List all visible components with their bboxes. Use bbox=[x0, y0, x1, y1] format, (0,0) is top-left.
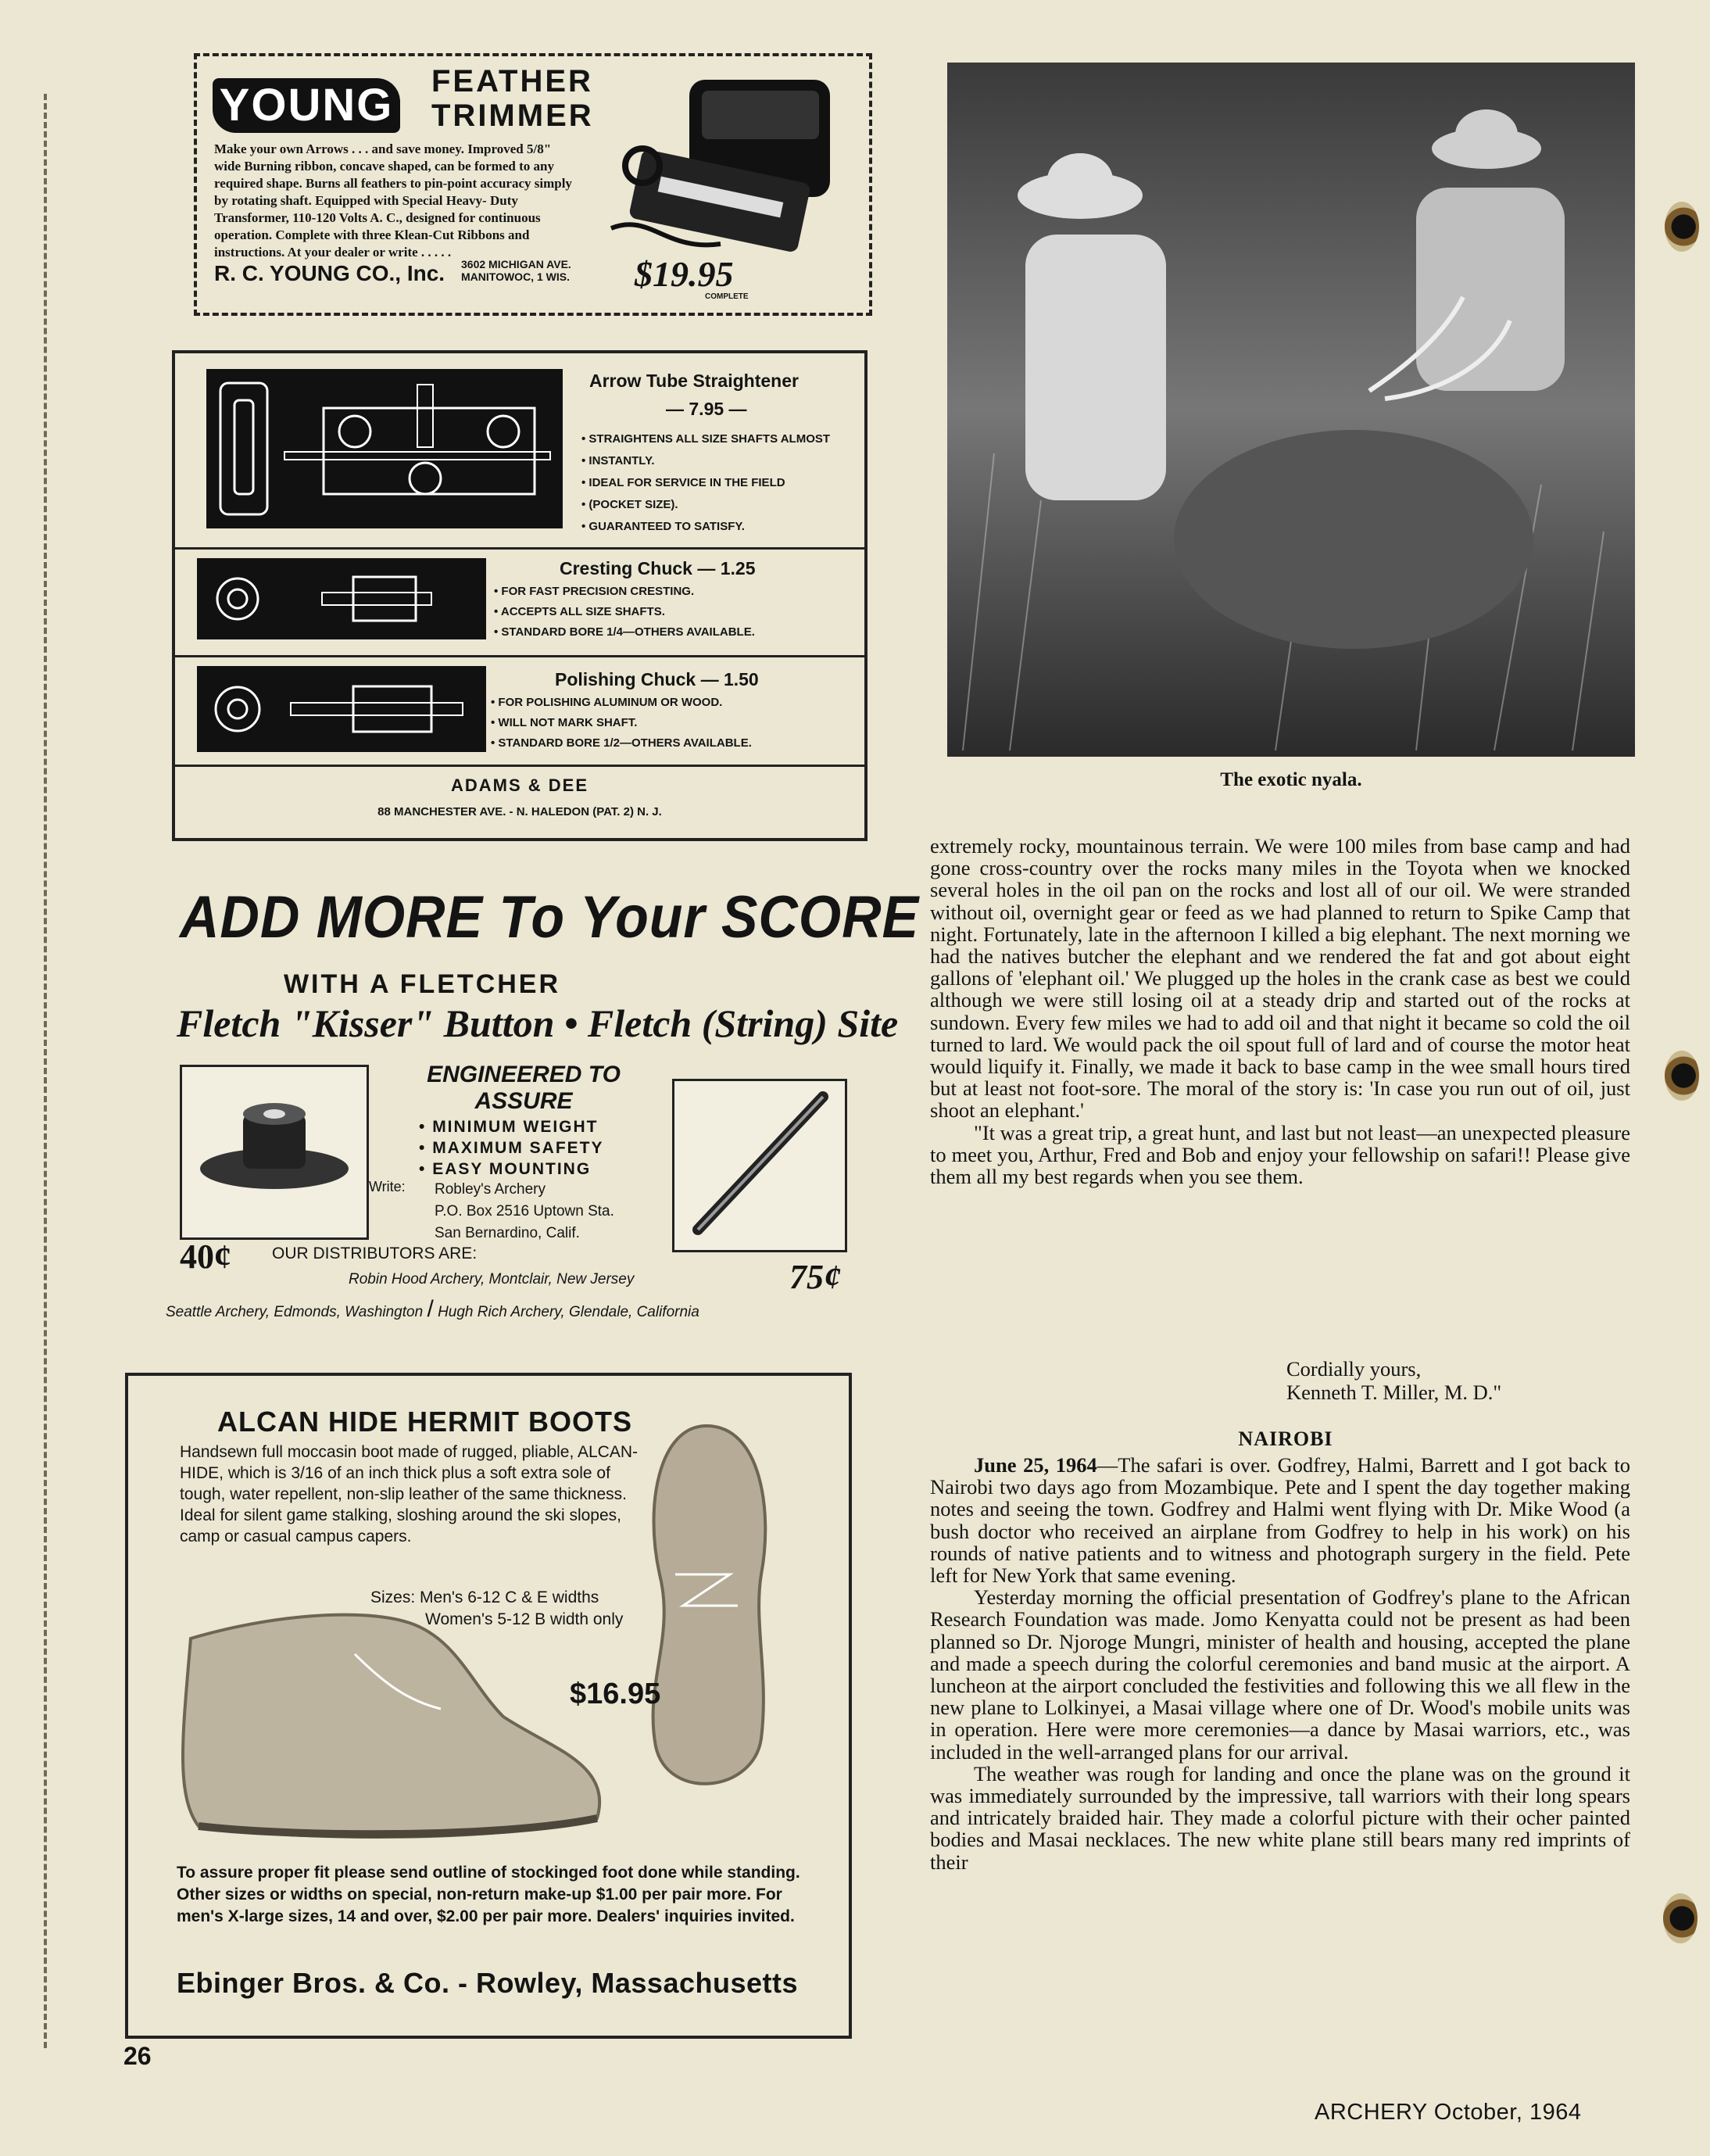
sizes-women: Women's 5-12 B width only bbox=[425, 1610, 624, 1628]
address-line: P.O. Box 2516 Uptown Sta. bbox=[435, 1203, 614, 1219]
young-headline-line2: TRIMMER bbox=[431, 98, 594, 133]
young-logo: YOUNG bbox=[213, 78, 400, 133]
photo-caption: The exotic nyala. bbox=[1220, 769, 1362, 790]
cresting-chuck-illustration bbox=[197, 558, 486, 639]
article-paragraph: "It was a great trip, a great hunt, and last but not least—an unexpected pleasure to meet you, Arthur, Fred and Bob and enjoy your fellowship on safari!! Please give them all my best regards when you see them. bbox=[930, 1120, 1630, 1189]
article-paragraph: Yesterday morning the official presentation of Godfrey's plane to the African Research Foundation was made. Jomo Kenyatta could not be present as had been planned so Dr. Njoroge Mungri, minister of health and housing, accepted the plane and made a speech during the colorful ceremonies and band music at the airport. A luncheon at the airport concluded the festivities and following this we all flew in the new plane to Lolkinyei, a Masai village where one of Dr. Wood's mobile units was in operation. Here were more ceremonies—a dance by Masai warriors, etc., was included in the well-arranged plans for our arrival. bbox=[930, 1585, 1630, 1764]
distributor: Hugh Rich Archery, Glendale, California bbox=[438, 1304, 699, 1320]
fletcher-products: Fletch "Kisser" Button • Fletch (String) Site bbox=[177, 1001, 899, 1045]
fletcher-write-label: Write: bbox=[369, 1179, 406, 1194]
feature-item: • INSTANTLY. bbox=[581, 450, 830, 472]
punch-hole bbox=[1663, 1893, 1697, 1943]
young-headline bbox=[431, 64, 594, 133]
feature-item: • STANDARD BORE 1/4—OTHERS AVAILABLE. bbox=[494, 622, 755, 643]
alcan-price: $16.95 bbox=[570, 1678, 661, 1710]
young-address-line2: MANITOWOC, 1 WIS. bbox=[461, 270, 570, 283]
alcan-description: Handsewn full moccasin boot made of rugged, pliable, ALCAN-HIDE, which is 3/16 of an inch thick plus a soft extra sole of tough, water repellent, non-slip leather of the same thickness. Ideal for silent game stalking, sloshing around the ski slopes, camp or casual campus capers. bbox=[180, 1443, 638, 1545]
address-line: Robley's Archery bbox=[435, 1181, 546, 1198]
tube-straightener-title: Arrow Tube Straightener bbox=[589, 371, 799, 391]
young-address bbox=[461, 258, 571, 283]
article-paragraph bbox=[930, 1454, 1630, 1586]
string-site-image bbox=[672, 1079, 847, 1252]
young-headline-line1: FEATHER bbox=[431, 64, 593, 98]
divider bbox=[175, 765, 864, 767]
feature-item: • GUARANTEED TO SATISFY. bbox=[581, 516, 830, 538]
fletcher-subhead: WITH A FLETCHER bbox=[283, 969, 561, 999]
feature-item: • (POCKET SIZE). bbox=[581, 494, 830, 516]
feature-item: • STANDARD BORE 1/2—OTHERS AVAILABLE. bbox=[491, 733, 752, 754]
string-site-price: 75¢ bbox=[789, 1258, 841, 1296]
polishing-chuck-features bbox=[491, 693, 752, 754]
closing-signature: Kenneth T. Miller, M. D." bbox=[1286, 1381, 1502, 1404]
adams-company: ADAMS & DEE bbox=[450, 775, 588, 795]
closing-salutation: Cordially yours, bbox=[1286, 1357, 1422, 1381]
kisser-button-price: 40¢ bbox=[180, 1237, 231, 1276]
article-paragraph: extremely rocky, mountainous terrain. We were 100 miles from base camp and had gone cross-country over the rocks many miles in the Toyota when we knocked several holes in the oil pan on the rocks and lost all of our oil. We were stranded without oil, overnight gear or feed as we had planned to return to Spike Camp that night. Fortunately, late in the afternoon I killed a big elephant. The next morning we had the natives butcher the elephant and we rendered the fat and got about eight gallons of 'elephant oil.' We plugged up the holes in the crank case as best we could although we were still losing oil at a steady drip and started out of the rocks at sundown. Every few miles we had to add oil and that night it became so cold the oil turned to lard. We would pack the oil spout full of lard and of course the motor heat would liquify it. Finally, we made it back to base camp in the wee small hours tired but at least not foot-sore. The moral of the story is: 'In case you run out of oil, just shoot an elephant.' bbox=[930, 834, 1630, 1123]
fletcher-address bbox=[435, 1179, 614, 1245]
divider bbox=[175, 547, 864, 550]
cresting-chuck-title: Cresting Chuck — 1.25 bbox=[560, 558, 756, 578]
fletcher-ad bbox=[164, 883, 920, 1345]
young-feather-trimmer-ad bbox=[194, 53, 872, 316]
sizes-men: Sizes: Men's 6-12 C & E widths bbox=[370, 1588, 599, 1606]
alcan-sizes bbox=[370, 1587, 623, 1631]
boot-sole-image bbox=[636, 1418, 777, 1809]
nyala-hunt-photo bbox=[947, 63, 1635, 757]
alcan-company: Ebinger Bros. & Co. - Rowley, Massachusetts bbox=[177, 1967, 799, 1999]
distributors-line2 bbox=[166, 1296, 699, 1323]
adams-dee-ad bbox=[172, 350, 868, 841]
feather-trimmer-illustration bbox=[603, 72, 861, 260]
adams-address: 88 MANCHESTER AVE. - N. HALEDON (PAT. 2) N. J. bbox=[377, 805, 662, 818]
tube-straightener-features bbox=[581, 428, 830, 538]
article-body-bottom bbox=[930, 1454, 1630, 1873]
letter-closing bbox=[1286, 1357, 1501, 1404]
tube-straightener-price: — 7.95 — bbox=[666, 399, 747, 419]
distributor: Seattle Archery, Edmonds, Washington bbox=[166, 1304, 424, 1320]
distributor: Robin Hood Archery, Montclair, New Jersey bbox=[349, 1271, 635, 1288]
polishing-chuck-illustration bbox=[197, 666, 486, 752]
feature-item: • FOR POLISHING ALUMINUM OR WOOD. bbox=[491, 693, 752, 713]
alcan-fit-note: To assure proper fit please send outline of stockinged foot done while standing. Other sizes or widths on special, non-return make-up $1.00 per pair more. For men's X-large sizes, 14 and over, $2.00 per pair more. Dealers' inquiries invited. bbox=[177, 1864, 800, 1925]
feature-item: • WILL NOT MARK SHAFT. bbox=[491, 713, 752, 733]
section-heading: NAIROBI bbox=[1238, 1427, 1333, 1450]
feature-item: • MINIMUM WEIGHT bbox=[419, 1116, 604, 1137]
binder-edge bbox=[44, 94, 50, 2048]
fletcher-headline: ADD MORE To Your SCORE bbox=[180, 884, 920, 951]
young-address-line1: 3602 MICHIGAN AVE. bbox=[461, 258, 571, 270]
article-paragraph: The weather was rough for landing and once the plane was on the ground it was immediately surrounded by the impressive, tall warriors with their long spears and intricately braided hair. They made a colorful picture with their ocher painted bodies and Masai necklaces. The new white plane still bears many red imprints of their bbox=[930, 1761, 1630, 1874]
dateline-text: —The safari is over. Godfrey, Halmi, Barrett and I got back to Nairobi two days ago from Mozambique. Pete and I spent the day together making notes and seeing the town. Godfrey and Halmi went flying with Dr. Mike Wood (a bush doctor who received an airplane from Godfrey to help in his work) on his rounds of native patients and to witness and photograph surgery in the field. Pete left for New York that same evening. bbox=[930, 1453, 1630, 1588]
separator-slash: / bbox=[427, 1296, 434, 1322]
feature-item: • ACCEPTS ALL SIZE SHAFTS. bbox=[494, 602, 755, 622]
page-number: 26 bbox=[123, 2042, 152, 2070]
article-body-top bbox=[930, 835, 1630, 1187]
page-footer: ARCHERY October, 1964 bbox=[1315, 2100, 1582, 2125]
young-price-note: COMPLETE bbox=[705, 292, 749, 301]
young-company: R. C. YOUNG CO., Inc. bbox=[214, 261, 445, 285]
fletcher-engineered: ENGINEERED TO ASSURE bbox=[427, 1062, 621, 1114]
polishing-chuck-title: Polishing Chuck — 1.50 bbox=[555, 669, 759, 689]
feature-item: • IDEAL FOR SERVICE IN THE FIELD bbox=[581, 472, 830, 494]
kisser-button-image bbox=[180, 1065, 369, 1240]
feature-item: • FOR FAST PRECISION CRESTING. bbox=[494, 582, 755, 602]
fletcher-features bbox=[419, 1116, 604, 1180]
distributors-label: OUR DISTRIBUTORS ARE: bbox=[272, 1245, 478, 1262]
feature-item: • MAXIMUM SAFETY bbox=[419, 1137, 604, 1159]
dateline: June 25, 1964 bbox=[974, 1453, 1097, 1477]
punch-hole bbox=[1665, 202, 1699, 252]
alcan-hide-boots-ad bbox=[125, 1373, 852, 2039]
young-body-text: Make your own Arrows . . . and save money. Improved 5/8" wide Burning ribbon, concave shaped, can be formed to any required shape. Burns all feathers to pin-point accuracy simply by rotating shaft. Equipped with Special Heavy- Duty Transformer, 110-120 Volts A. C., designed for continuous operation. Complete with three Klean-Cut Ribbons and instructions. At your dealer or write . . . . . bbox=[214, 141, 572, 260]
feature-item: • STRAIGHTENS ALL SIZE SHAFTS ALMOST bbox=[581, 428, 830, 450]
cresting-chuck-features bbox=[494, 582, 755, 643]
alcan-title: ALCAN HIDE HERMIT BOOTS bbox=[217, 1406, 632, 1438]
feature-item: • EASY MOUNTING bbox=[419, 1159, 604, 1180]
punch-hole bbox=[1665, 1051, 1699, 1101]
young-price: $19.95 bbox=[635, 254, 734, 294]
tube-straightener-illustration bbox=[206, 369, 563, 528]
address-line: San Bernardino, Calif. bbox=[435, 1225, 580, 1241]
divider bbox=[175, 655, 864, 657]
